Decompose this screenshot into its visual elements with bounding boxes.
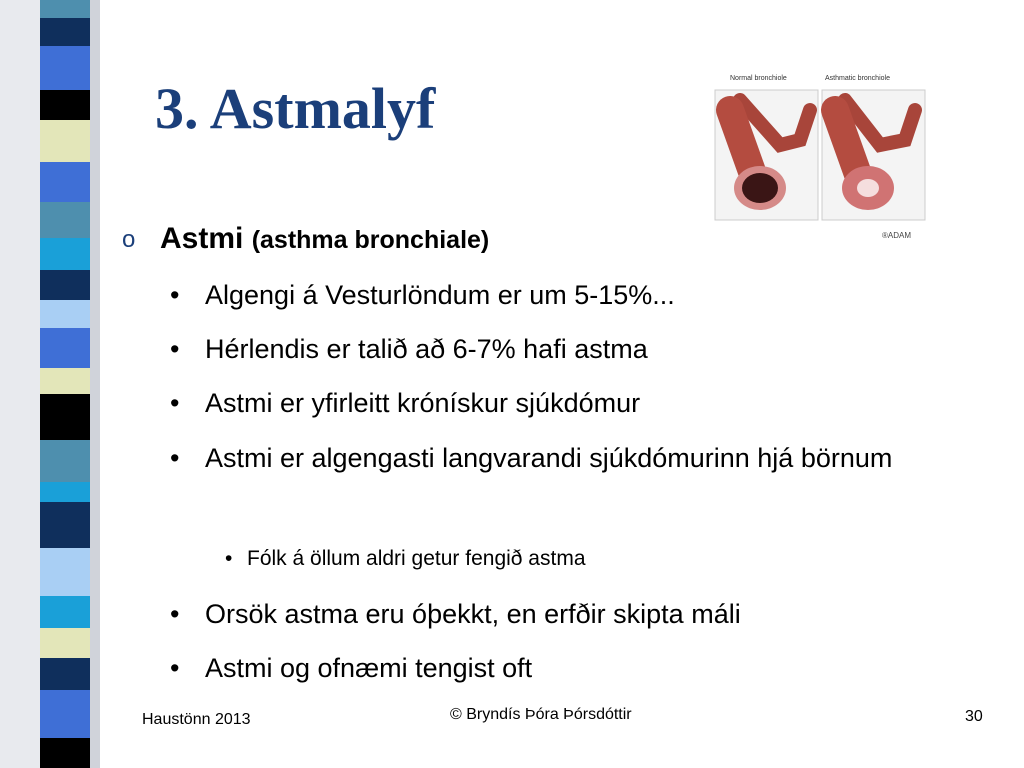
stripe-block <box>40 202 90 238</box>
stripe-block <box>40 90 90 120</box>
stripe-block <box>40 18 90 46</box>
image-label-normal: Normal bronchiole <box>730 75 787 82</box>
hollow-circle-bullet-icon: o <box>122 226 136 253</box>
stripe-block <box>40 270 90 300</box>
bullet-dot-icon: • <box>170 334 180 364</box>
stripe-block <box>40 300 90 328</box>
stripe-block <box>40 658 90 690</box>
bullet-dot-icon: • <box>170 443 180 473</box>
bullet-dot-icon: • <box>170 599 180 629</box>
stripe-block <box>40 628 90 658</box>
stripe-block <box>40 596 90 628</box>
stripe-block <box>40 46 90 90</box>
stripe-block <box>40 120 90 162</box>
stripe-block <box>40 0 90 18</box>
bullet-level1-text: Astmi <box>160 222 244 255</box>
image-credit: ®ADAM <box>882 231 912 240</box>
bullet-dot-icon: • <box>170 653 180 683</box>
stripe-block <box>40 502 90 548</box>
bullet-dot-icon: • <box>170 388 180 418</box>
stripe-block <box>40 738 90 768</box>
stripe-block <box>40 482 90 502</box>
bronchiole-illustration <box>710 70 930 245</box>
footer-author: © Bryndís Þóra Þórsdóttir <box>450 706 632 723</box>
image-label-asthmatic: Asthmatic bronchiole <box>825 75 890 82</box>
stripe-block <box>40 328 90 368</box>
decorative-stripe-bar <box>0 0 115 768</box>
slide-title: 3. Astmalyf <box>155 76 436 141</box>
bullet-dot-icon: • <box>225 547 233 570</box>
bullet-dot-icon: • <box>170 280 180 310</box>
footer-page-number: 30 <box>965 708 983 725</box>
stripe-block <box>40 368 90 394</box>
footer-semester: Haustönn 2013 <box>142 711 251 728</box>
stripe-block <box>40 238 90 270</box>
stripe-block <box>40 690 90 738</box>
stripe-block <box>40 162 90 202</box>
stripe-block <box>40 440 90 482</box>
stripe-block <box>40 548 90 596</box>
stripe-block <box>40 394 90 440</box>
bullet-level1-subtext: (asthma bronchiale) <box>251 226 490 254</box>
